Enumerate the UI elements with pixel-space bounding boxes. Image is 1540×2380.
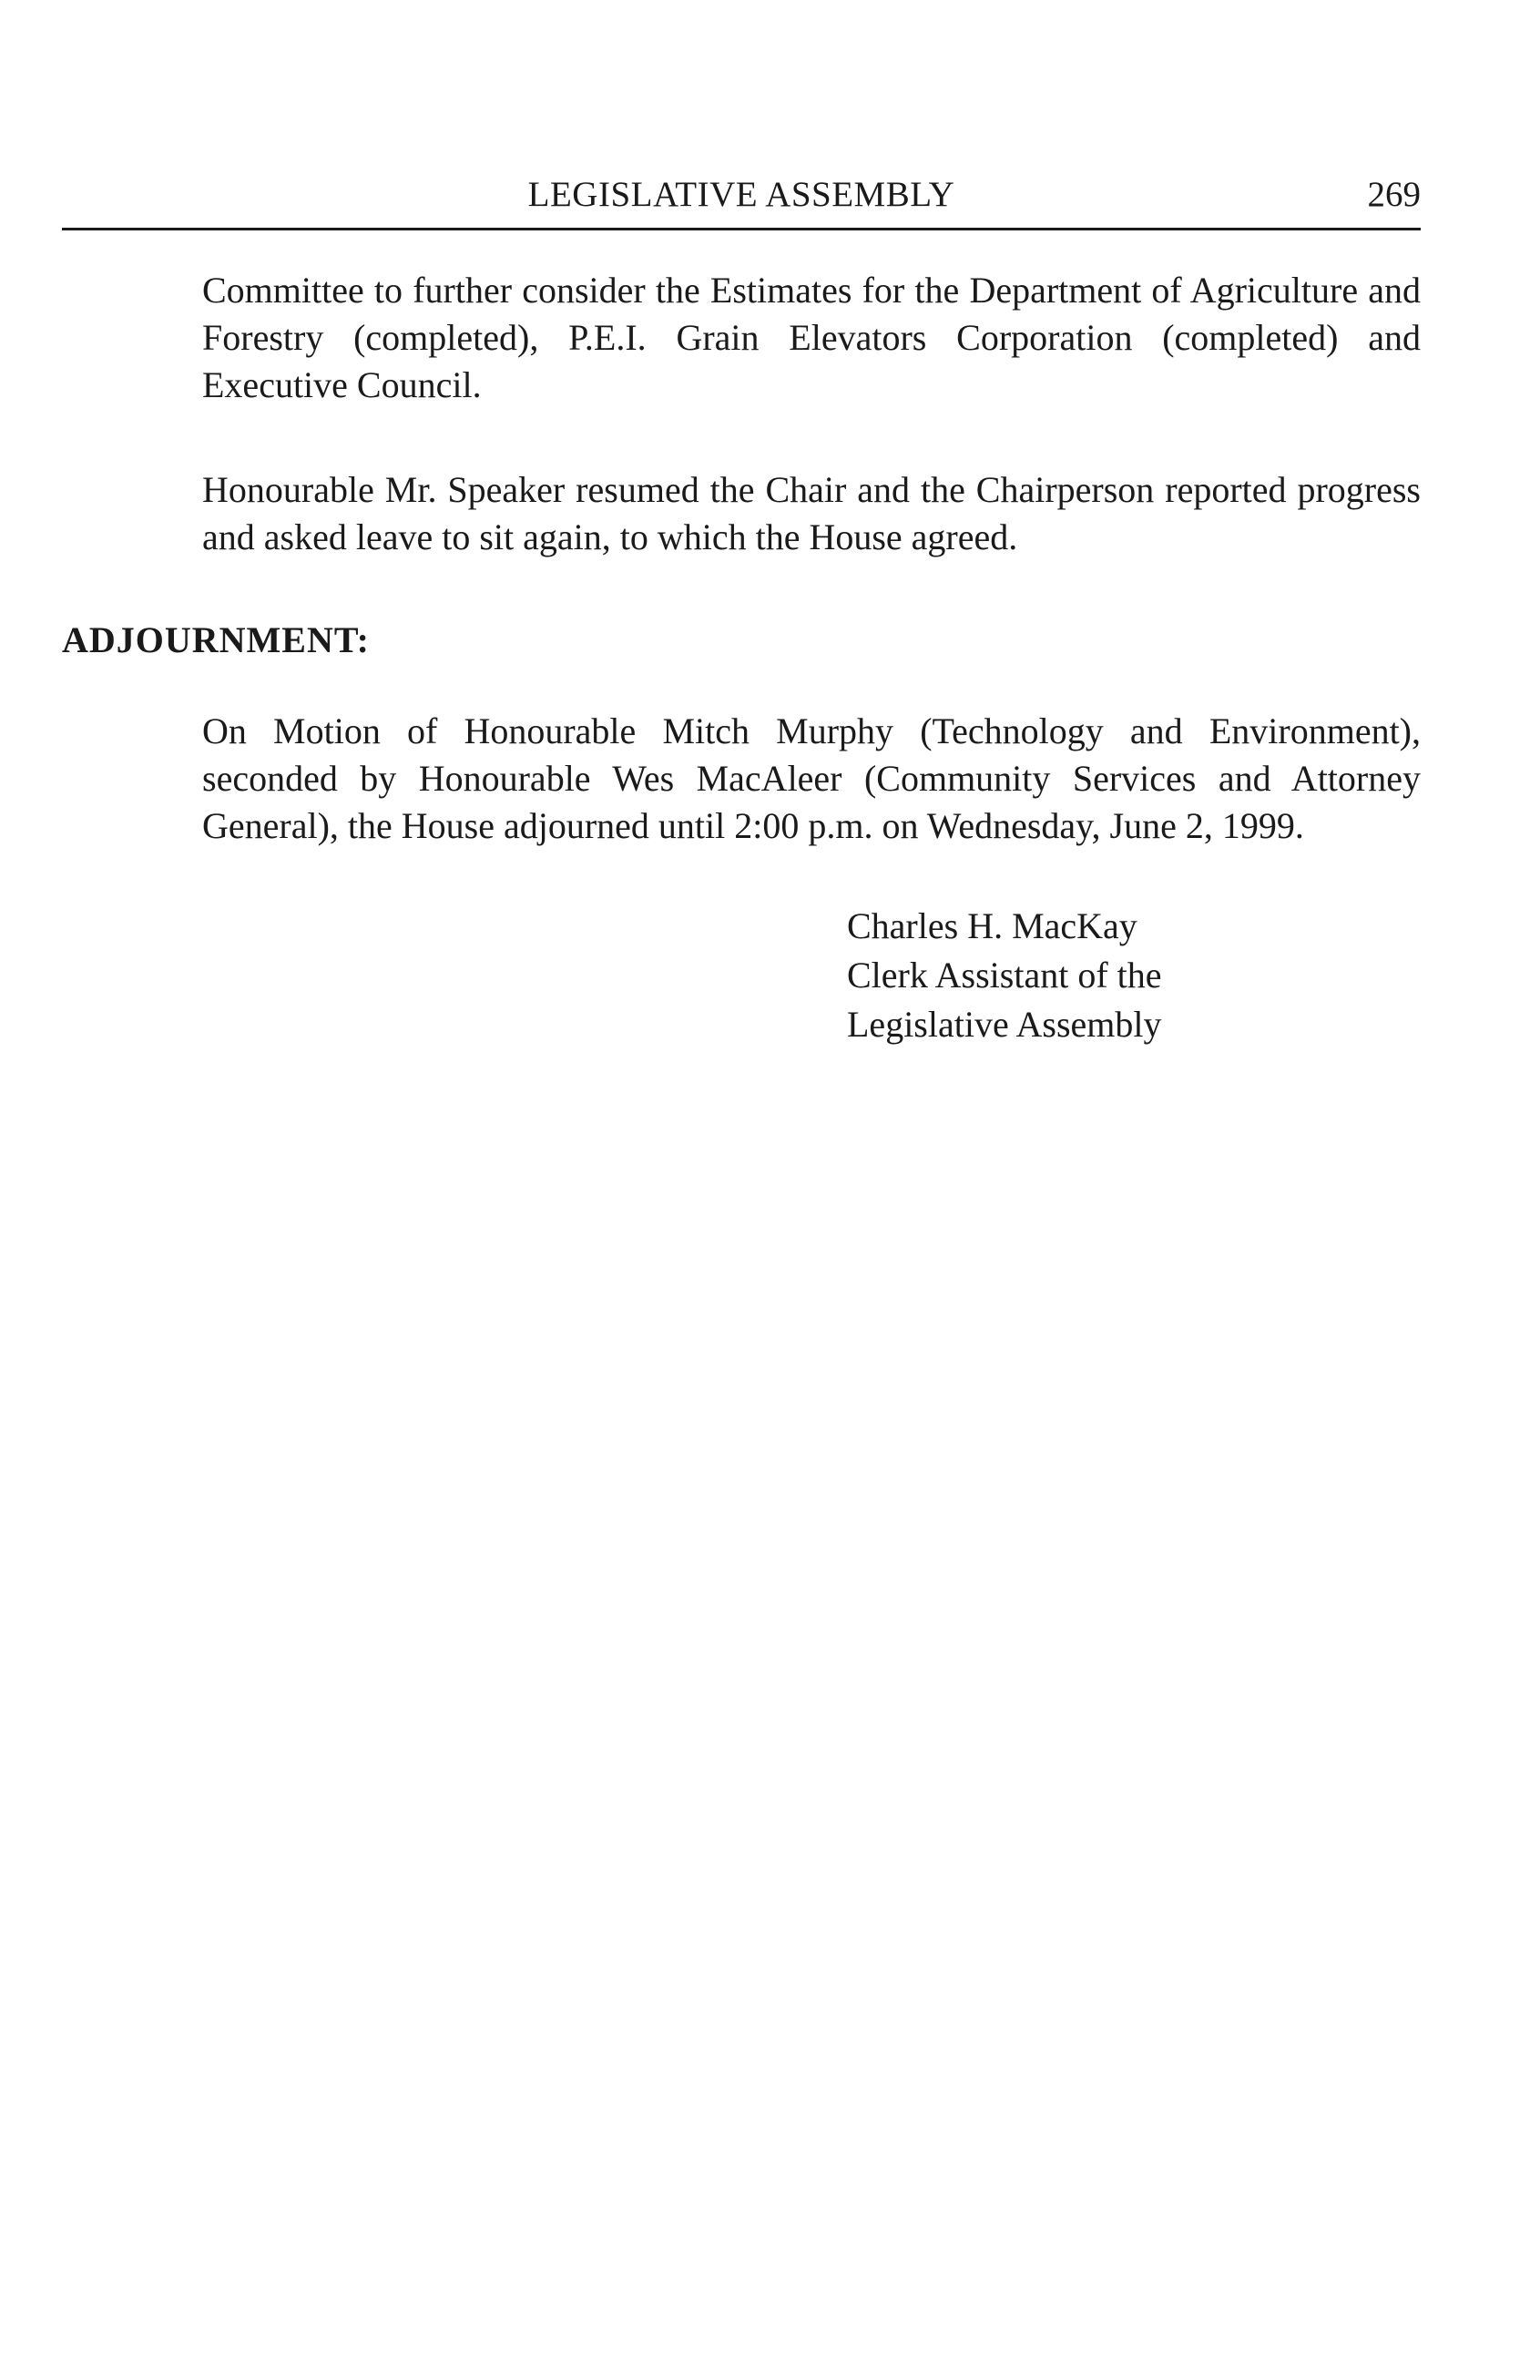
header-title: LEGISLATIVE ASSEMBLY — [527, 175, 955, 214]
page-number: 269 — [1367, 175, 1421, 214]
section-heading-adjournment: ADJOURNMENT: — [62, 619, 370, 660]
signature-block — [847, 902, 1162, 1049]
signature-title-line2: Legislative Assembly — [847, 1004, 1162, 1045]
page-header — [62, 173, 1421, 230]
signature-name: Charles H. MacKay — [847, 905, 1137, 946]
paragraph-adjournment: On Motion of Honourable Mitch Murphy (Technology and Environment), seconded by Honourable Wes MacAleer (Community Services and Attorney General), the House adjourned until 2:00 p.m. on Wednesday, June 2, 1999. — [202, 710, 1421, 846]
paragraph-speaker: Honourable Mr. Speaker resumed the Chair and the Chairperson reported progress and asked leave to sit again, to which the House agreed. — [202, 469, 1421, 557]
signature-title-line1: Clerk Assistant of the — [847, 955, 1162, 996]
paragraph-committee: Committee to further consider the Estimates for the Department of Agriculture and Forestry (completed), P.E.I. Grain Elevators Corporation (completed) and Executive Council. — [202, 270, 1421, 405]
